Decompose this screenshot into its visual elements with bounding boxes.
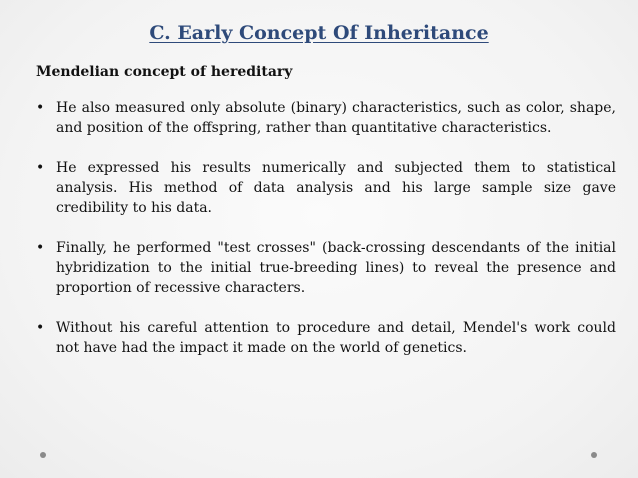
slide-subtitle: Mendelian concept of hereditary [36, 64, 293, 80]
slide-title: C. Early Concept Of Inheritance [149, 22, 489, 44]
bullet-item [36, 158, 616, 218]
bullet-list [36, 98, 616, 378]
bullet-item [36, 318, 616, 358]
bullet-text: He also measured only absolute (binary) characteristics, such as color, shape, and position of the offspring, rather than quantitative characteristics. [56, 100, 616, 136]
bullet-item [36, 238, 616, 298]
bullet-text: Finally, he performed "test crosses" (back-crossing descendants of the initial hybridization to the initial true-breeding lines) to reveal the presence and proportion of recessive characters. [56, 240, 616, 296]
decorative-dot-left-icon [40, 452, 46, 458]
bullet-text: He expressed his results numerically and subjected them to statistical analysis. His method of data analysis and his large sample size gave credibility to his data. [56, 160, 616, 216]
bullet-icon: • [36, 240, 45, 256]
bullet-text: Without his careful attention to procedure and detail, Mendel's work could not have had the impact it made on the world of genetics. [56, 320, 616, 356]
bullet-icon: • [36, 320, 45, 336]
bullet-icon: • [36, 100, 45, 116]
bullet-icon: • [36, 160, 45, 176]
bullet-item [36, 98, 616, 138]
decorative-dot-right-icon [591, 452, 597, 458]
